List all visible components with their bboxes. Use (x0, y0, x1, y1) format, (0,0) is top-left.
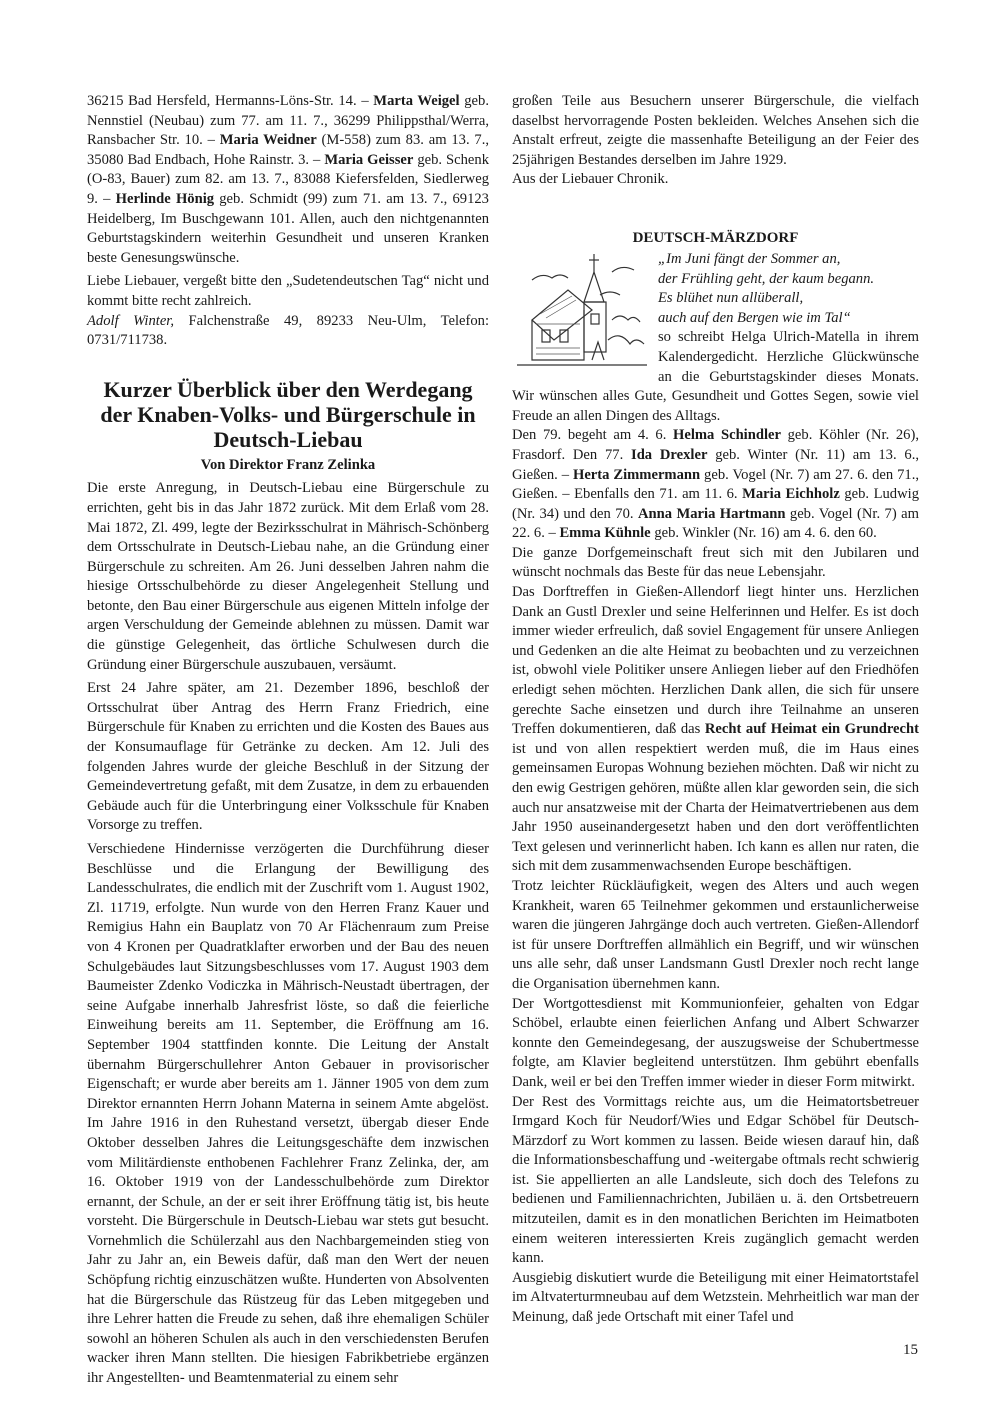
article-paragraph: Verschiedene Hindernisse verzögerten die Durchführung dieser Beschlüsse und die Erlangung der Bewilligung des Landesschulrates, die endlich mit der Zuschrift vom 1. August 1902, Zl. 11719, erfolgte. Nun wurde von den Herren Franz Kauer und Remigius Hahn ein Bauplatz von 70 Ar Flächenraum zum Preise von 4 Kronen per Quadratklafter erworben und der Bau des neuen Schulgebäudes laut Sitzungsbeschlusses vom 17. August 1903 dem Baumeister Zdenko Vodiczka in Mährisch-Neustadt übertragen, der seine Aufgabe innerhalb Jahresfrist löste, so daß die feierliche Einweihung bereits am 11. September, die Eröffnung am 16. September 1904 stattfinden konnte. Die Leitung der Anstalt übernahm Bürgerschullehrer Anton Gebauer in provisorischer Eigenschaft; er wurde aber bereits am 1. Jänner 1905 von dem zum Direktor ernannten Herrn Johann Materna in seinem Amte abgelöst. Im Jahre 1916 in den Ruhestand versetzt, übergab dieser Ende Oktober desselben Jahres die Leitungsgeschäfte dem inzwischen vom Militärdienste enthobenen Fachlehrer Franz Zelinka, der, am 16. Oktober 1919 von der Landesschulbehörde zum Direktor ernannt, der Schule, an der er seit ihrer Eröffnung tätig ist, bis heute vorsteht. Die Bürgerschule in Deutsch-Liebau war stets gut besucht. Vornehmlich die Schülerzahl aus den Nachbargemeinden stieg von Jahr zu Jahr an, ein Beweis dafür, daß man den Wert der neuen Schöpfung richtig einzuschätzen wußte. Hunderten von Absolventen hat die Bürgerschule das Rüstzeug für das Leben mitgegeben und ihre Lehrer hatten die Freude zu sehen, daß ihre ehemaligen Schüler sowohl an höheren Schulen als auch in den verschiedensten Berufen wacker ihren Mann stellten. Die hiesigen Fabrikbetriebe ergänzen ihr Angestellten- und Beamtenmaterial zu einem sehr (87, 841, 489, 1387)
poem-line: „Im Juni fängt der Sommer an, (658, 250, 841, 267)
article-paragraph: Der Wortgottesdienst mit Kommunionfeier, gehalten von Edgar Schöbel, erlaubte einen feierlichen Anfang und Albert Schwarzer konnte den Gemeindegesang, der auszugsweise der Schubertmesse folgte, am Klavier begleitend unterstützen. Ihm gebührt ebenfalls Dank, weil er bei den Treffen immer wieder in dieser Form mitwirkt. (512, 995, 919, 1090)
chapel-sketch-icon (512, 250, 650, 372)
article-paragraph: Die erste Anregung, in Deutsch-Liebau eine Bürgerschule zu errichten, geht bis in das Jahr 1872 zurück. Mit dem Erlaß vom 28. Mai 1872, Zl. 499, legte der Bezirksschulrat in Mährisch-Schönberg dem Ortsschulrate in Deutsch-Liebau nahe, an die Gründung einer Bürgerschule zu schreiten. Am 26. Juni desselben Jahren nahm die hiesige Ortsschulbehörde zu dieser Angelegenheit Stellung und betonte, den Bau einer Bürgerschule aus eigenen Mitteln infolge der argen Verschuldung der Gemeinde ablehnen zu müssen. Damit war die günstige Gelegenheit, das örtliche Schulwesen durch die Gründung einer Bürgerschule auszubauen, versäumt. (87, 480, 489, 673)
article-paragraph: Erst 24 Jahre später, am 21. Dezember 1896, beschloß der Ortsschulrat über Antrag des Herrn Franz Friedrich, eine Bürgerschule für Knaben zu errichten und die Kosten des Baues aus der Konsumauflage für Getränke zu decken. Am 12. Juli des folgenden Jahres wurde der gleiche Beschluß in der Sitzung der Gemeindevertretung gefaßt, mit dem Zusatze, in dem zu erbauenden Gebäude auch für die Unterbringung einer Volksschule für Knaben Vorsorge zu treffen. (87, 680, 489, 834)
article-paragraph: Ausgiebig diskutiert wurde die Beteiligung mit einer Heimatortstafel im Altvaterturmneubau auf dem Wetzstein. Mehrheitlich war man der Meinung, daß jede Ortschaft mit einer Tafel und (512, 1269, 919, 1326)
right-column (512, 92, 919, 1328)
article-paragraph: Die ganze Dorfgemeinschaft freut sich mit den Jubilaren und wünscht nochmals das Beste für das neue Lebensjahr. (512, 544, 919, 581)
poem-line: Es blühet nun allüberall, (658, 290, 804, 307)
article-title: Kurzer Überblick über den Werdegang der Knaben-Volks- und Bürgerschule in Deutsch-Liebau (100, 376, 476, 452)
article-paragraph: Trotz leichter Rückläufigkeit, wegen des Alters und auch wegen Krankheit, waren 65 Teilnehmer gekommen und erstaunlicherweise waren die jüngeren Jahrgänge doch auch vertreten. Gießen-Allendorf ist für unsere Dorftreffen allmählich ein Begriff, und wir wünschen uns alle sehr, daß unser Landsmann Gustl Drexler noch recht lange die Organisation übernehmen kann. (512, 877, 919, 992)
poem-block (512, 250, 919, 426)
article-paragraph: Der Rest des Vormittags reichte aus, um die Heimatortsbetreuer Irmgard Koch für Neudorf/Wies und Edgar Schöbel für Deutsch-Märzdorf zu Wort kommen zu lassen. Beide wiesen darauf hin, daß die Informationsbeschaffung und -weitergabe oftmals recht schwierig ist. Sie appellierten an alle Landsleute, sich doch des Telefons zu bedienen und Familiennachrichten, Jubiläen u. ä. den Ortsbetreuern mitzuteilen, damit es in den monatlichen Berichten im Heimatboten einem weiteren interessierten Kreis zugänglich gemacht werden kann. (512, 1093, 919, 1267)
contact-line: Adolf Winter, Falchenstraße 49, 89233 Neu-Ulm, Telefon: 0731/711738. (87, 312, 489, 349)
article-paragraph: Das Dorftreffen in Gießen-Allendorf liegt hinter uns. Herzlichen Dank an Gustl Drexler und seine Helferinnen und Helfer. Es ist doch immer wieder erfreulich, daß soviel Engagement für unsere Anliegen und Gedenken an die alte Heimat zu beobachten und zu verzeichnen ist, obwohl viele Politiker unsere Anliegen lieber auf den Friedhöfen erledigt sehen möchten. Herzlichen Dank allen, die sich für unsere gerechte Sache einsetzen und durch ihre Teilnahme an unseren Treffen dokumentieren, daß das Recht auf Heimat ein Grundrecht ist und von allen respektiert werden muß, die im Haus eines gemeinsamen Europas Wohnung beziehen möchten. Daß wir nicht zu den ewig Gestrigen gehören, müßte allen klar geworden sein, die sich auch nur ansatzweise mit der Charta der Heimatvertriebenen aus dem Jahr 1950 auseinandergesetzt haben und den dort veröffentlichten Text gelesen und verinnerlicht haben. Ich kann es allen nur raten, die sich mit dem zusammenwachsenden Europe beschäftigen. (512, 584, 919, 875)
poem-line: auch auf den Bergen wie im Tal“ (658, 309, 851, 326)
chronicle-source: Aus der Liebauer Chronik. (512, 171, 669, 188)
birthday-list: 36215 Bad Hersfeld, Hermanns-Löns-Str. 14. – Marta Weigel geb. Nennstiel (Neubau) zum 77. am 11. 7., 36299 Philippsthal/Werra, Ransbacher Str. 10. – Maria Weidner (M-558) zum 83. am 13. 7., 35080 Bad Endbach, Hohe Rainstr. 3. – Maria Geisser geb. Schenk (O-83, Bauer) zum 82. am 13. 7., 83088 Kiefersfelden, Siedlerweg 9. – Herlinde Hönig geb. Schmidt (99) zum 71. am 13. 7., 69123 Heidelberg, Im Buschgewann 101. Allen, auch den nichtgenannten Geburtstagskindern weiterhin Gesundheit und unseren Kranken beste Genesungswünsche. (87, 93, 490, 266)
section-heading: DEUTSCH-MÄRZDORF (632, 229, 799, 246)
birthday-list: Den 79. begeht am 4. 6. Helma Schindler geb. Köhler (Nr. 26), Frasdorf. Den 77. Ida Drexler geb. Winter (Nr. 11) am 13. 6., Gießen. – Herta Zimmermann geb. Vogel (Nr. 7) am 27. 6. den 71., Gießen. – Ebenfalls den 71. am 11. 6. Maria Eichholz geb. Ludwig (Nr. 34) und den 70. Anna Maria Hartmann geb. Vogel (Nr. 7) am 22. 6. – Emma Kühnle geb. Winkler (Nr. 16) am 4. 6. den 60. (512, 427, 920, 542)
reminder-paragraph: Liebe Liebauer, vergeßt bitte den „Sudetendeutschen Tag“ nicht und kommt bitte recht zahlreich. (87, 273, 489, 309)
greeting-paragraph: so schreibt Helga Ulrich-Matella in ihrem Kalendergedicht. Herzliche Glückwünsche an die Geburtstagskinder dieses Monats. Wir wünschen alles Gute, Gesundheit und Gottes Segen, sowie viel Freude an allen Dingen des Alltags. (512, 329, 919, 424)
poem-line: der Frühling geht, der kaum begann. (658, 270, 875, 287)
left-column (87, 92, 489, 1389)
chronicle-paragraph: großen Teile aus Besuchern unserer Bürgerschule, die vielfach daselbst hervorragende Posten bekleiden. Welches Ansehen sich die Anstalt erfreut, zeigte die massenhafte Beteiligung an der Feier des 25jährigen Bestandes derselben im Jahre 1929. (512, 93, 919, 168)
page-number: 15 (903, 1342, 918, 1358)
article-byline: Von Direktor Franz Zelinka (200, 456, 376, 473)
